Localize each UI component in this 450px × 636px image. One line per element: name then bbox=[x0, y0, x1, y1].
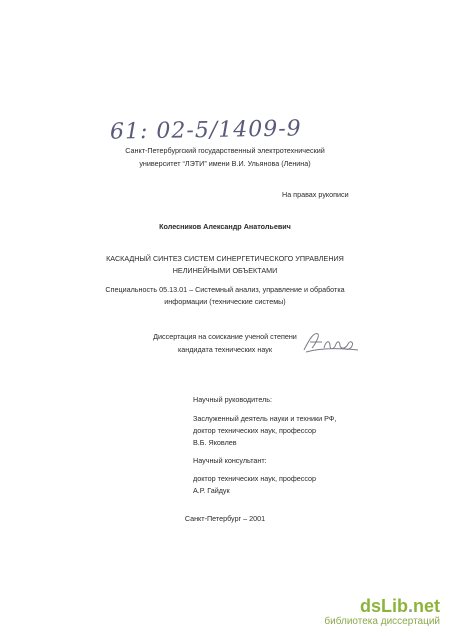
advisor-heading: Научный руководитель: bbox=[193, 395, 273, 404]
dslib-logo: dsLib.net bbox=[359, 596, 440, 616]
signature bbox=[300, 328, 360, 356]
advisor-line-1: Заслуженный деятель науки и техники РФ, bbox=[193, 414, 337, 423]
dissertation-line-2: кандидата технических наук bbox=[177, 345, 273, 354]
city-year: Санкт-Петербург – 2001 bbox=[184, 514, 266, 523]
title-line-1: КАСКАДНЫЙ СИНТЕЗ СИСТЕМ СИНЕРГЕТИЧЕСКОГО УПРАВЛЕНИЯ bbox=[106, 254, 344, 263]
dslib-subtitle: библиотека диссертаций bbox=[324, 616, 440, 627]
consultant-line-2: А.Р. Гайдук bbox=[193, 486, 230, 495]
dslib-watermark bbox=[324, 596, 440, 628]
consultant-heading: Научный консультант: bbox=[193, 456, 267, 465]
advisor-line-2: доктор технических наук, профессор bbox=[193, 426, 317, 435]
dissertation-line-1: Диссертация на соискание ученой степени bbox=[153, 332, 297, 341]
specialty-line-2: информации (технические системы) bbox=[164, 297, 286, 306]
author-name: Колесников Александр Анатольевич bbox=[159, 222, 291, 231]
institution-line-1: Санкт-Петербургский государственный электротехнический bbox=[125, 146, 325, 155]
specialty-line-1: Специальность 05.13.01 – Системный анализ, управление и обработка bbox=[105, 285, 345, 294]
advisor-line-3: В.Б. Яковлев bbox=[193, 438, 237, 447]
institution-line-2: университет “ЛЭТИ” имени В.И. Ульянова (Ленина) bbox=[139, 159, 311, 168]
consultant-line-1: доктор технических наук, профессор bbox=[193, 474, 317, 483]
rights-note: На правах рукописи bbox=[282, 190, 349, 199]
handwritten-code: 61: 02-5/1409-9 bbox=[109, 116, 302, 145]
title-line-2: НЕЛИНЕЙНЫМИ ОБЪЕКТАМИ bbox=[172, 266, 278, 275]
